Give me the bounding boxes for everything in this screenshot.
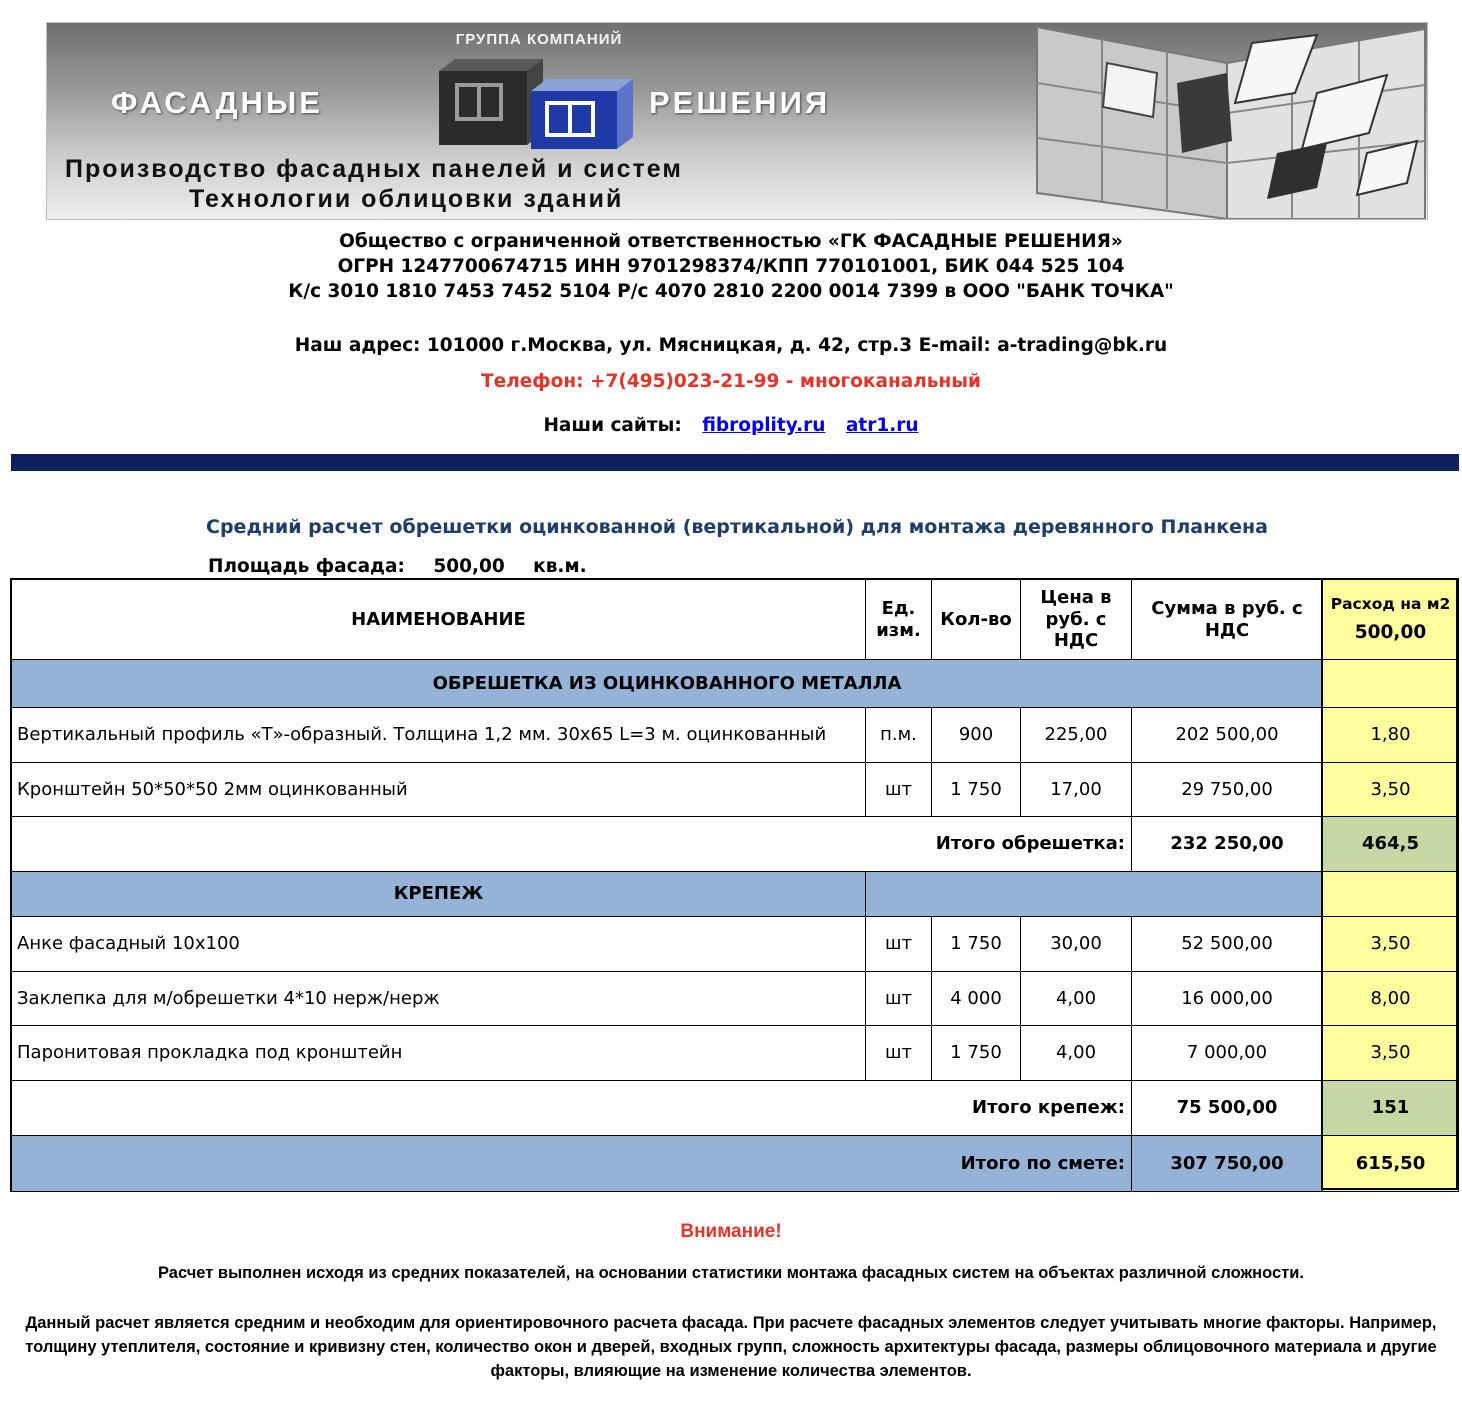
- estimate-table: [10, 578, 1459, 1192]
- table-row-qty: 1 750: [932, 763, 1021, 817]
- subtotal-lathing-rate: 464,5: [1323, 817, 1459, 872]
- header-qty: Кол-во: [932, 580, 1021, 660]
- table-row-sum: 202 500,00: [1132, 708, 1323, 763]
- table-row-name: Паронитовая прокладка под кронштейн: [12, 1026, 866, 1081]
- table-row-unit: шт: [866, 972, 932, 1026]
- section-header-lathing: ОБРЕШЕТКА ИЗ ОЦИНКОВАННОГО МЕТАЛЛА: [12, 660, 1323, 708]
- table-row-sum: 16 000,00: [1132, 972, 1323, 1026]
- table-row-rate: 3,50: [1323, 763, 1459, 817]
- header-rate: [1323, 580, 1459, 660]
- company-registration: ОГРН 1247700674715 ИНН 9701298374/КПП 770101001, БИК 044 525 104: [337, 256, 1125, 277]
- table-row-name: Заклепка для м/обрешетки 4*10 нерж/нерж: [12, 972, 866, 1026]
- table-row-rate: 3,50: [1323, 917, 1459, 972]
- note-disclaimer: Данный расчет является средним и необходим для ориентировочного расчета фасада. При расчете фасадных элементов следует учитывать многие факторы. Например, толщину утеплителя, состояние и кривизну стен, количество окон и дверей, входных групп, сложность архитектуры фасада, размеры облицовочного материала и другие факторы, влияющие на изменение количества элементов.: [25, 1314, 1437, 1380]
- table-row-qty: 1 750: [932, 917, 1021, 972]
- table-row-unit: шт: [866, 763, 932, 817]
- table-row-qty: 1 750: [932, 1026, 1021, 1081]
- table-row-rate: 1,80: [1323, 708, 1459, 763]
- table-row-unit: шт: [866, 1026, 932, 1081]
- company-logo-icon: [435, 53, 645, 153]
- table-row-price: 30,00: [1021, 917, 1132, 972]
- table-row-price: 4,00: [1021, 1026, 1132, 1081]
- company-name: Общество с ограниченной ответственностью «ГК ФАСАДНЫЕ РЕШЕНИЯ»: [339, 231, 1123, 252]
- area-unit: кв.м.: [533, 556, 587, 577]
- grand-total-rate: 615,50: [1323, 1136, 1459, 1192]
- subtotal-fasteners-label: Итого крепеж:: [12, 1081, 1132, 1136]
- table-row-rate: 3,50: [1323, 1026, 1459, 1081]
- area-value: 500,00: [433, 556, 505, 577]
- company-banner: [46, 22, 1428, 220]
- table-row-sum: 29 750,00: [1132, 763, 1323, 817]
- company-phone: Телефон: +7(495)023-21-99 - многоканальный: [481, 371, 981, 392]
- header-unit: Ед. изм.: [866, 580, 932, 660]
- table-row-name: Кронштейн 50*50*50 2мм оцинкованный: [12, 763, 866, 817]
- table-row-sum: 7 000,00: [1132, 1026, 1323, 1081]
- company-bank-details: К/с 3010 1810 7453 7452 5104 Р/с 4070 2810 2200 0014 7399 в ООО "БАНК ТОЧКА": [288, 281, 1174, 302]
- site-link-atr1[interactable]: atr1.ru: [845, 415, 919, 436]
- header-rate-value: 500,00: [1354, 621, 1427, 643]
- banner-word-left: ФАСАДНЫЕ: [111, 85, 323, 120]
- table-row-sum: 52 500,00: [1132, 917, 1323, 972]
- header-price: Цена в руб. с НДС: [1021, 580, 1132, 660]
- grand-total-sum: 307 750,00: [1132, 1136, 1323, 1192]
- company-address: Наш адрес: 101000 г.Москва, ул. Мясницкая, д. 42, стр.3 E-mail: a-trading@bk.ru: [294, 335, 1168, 356]
- subtotal-lathing-label: Итого обрешетка:: [12, 817, 1132, 872]
- header-divider: [11, 454, 1459, 471]
- table-row-qty: 900: [932, 708, 1021, 763]
- section-rate-empty: [1323, 660, 1459, 708]
- table-row-unit: п.м.: [866, 708, 932, 763]
- sites-label: Наши сайты:: [543, 415, 682, 436]
- header-sum: Сумма в руб. с НДС: [1132, 580, 1323, 660]
- banner-slogan-1: Производство фасадных панелей и систем: [65, 155, 683, 183]
- table-row-rate: 8,00: [1323, 972, 1459, 1026]
- table-row-unit: шт: [866, 917, 932, 972]
- warning-title: Внимание!: [680, 1221, 782, 1242]
- area-label: Площадь фасада:: [208, 556, 405, 577]
- subtotal-lathing-sum: 232 250,00: [1132, 817, 1323, 872]
- note-statistics: Расчет выполнен исходя из средних показателей, на основании статистики монтажа фасадных систем на объектах различной сложности.: [158, 1264, 1304, 1282]
- table-row-name: Вертикальный профиль «Т»-образный. Толщина 1,2 мм. 30х65 L=3 м. оцинкованный: [12, 708, 866, 763]
- banner-group-caption: ГРУППА КОМПАНИЙ: [455, 31, 623, 48]
- table-row-price: 225,00: [1021, 708, 1132, 763]
- section-header-fasteners-fill: [866, 872, 1323, 917]
- site-link-fibroplity[interactable]: fibroplity.ru: [702, 415, 826, 436]
- table-row-price: 4,00: [1021, 972, 1132, 1026]
- grand-total-label: Итого по смете:: [12, 1136, 1132, 1192]
- company-sites: [0, 415, 1462, 436]
- table-row-name: Анке фасадный 10х100: [12, 917, 866, 972]
- table-row-qty: 4 000: [932, 972, 1021, 1026]
- facade-area: [208, 556, 609, 577]
- banner-word-right: РЕШЕНИЯ: [649, 85, 831, 120]
- calc-title: Средний расчет обрешетки оцинкованной (вертикальной) для монтажа деревянного Планкена: [206, 516, 1268, 538]
- table-row-price: 17,00: [1021, 763, 1132, 817]
- header-name: НАИМЕНОВАНИЕ: [12, 580, 866, 660]
- banner-slogan-2: Технологии облицовки зданий: [189, 185, 624, 213]
- building-facade-icon: [977, 23, 1427, 219]
- subtotal-fasteners-rate: 151: [1323, 1081, 1459, 1136]
- subtotal-fasteners-sum: 75 500,00: [1132, 1081, 1323, 1136]
- section-rate-empty: [1323, 872, 1459, 917]
- header-rate-label: Расход на м2: [1330, 595, 1451, 614]
- section-header-fasteners: КРЕПЕЖ: [12, 872, 866, 917]
